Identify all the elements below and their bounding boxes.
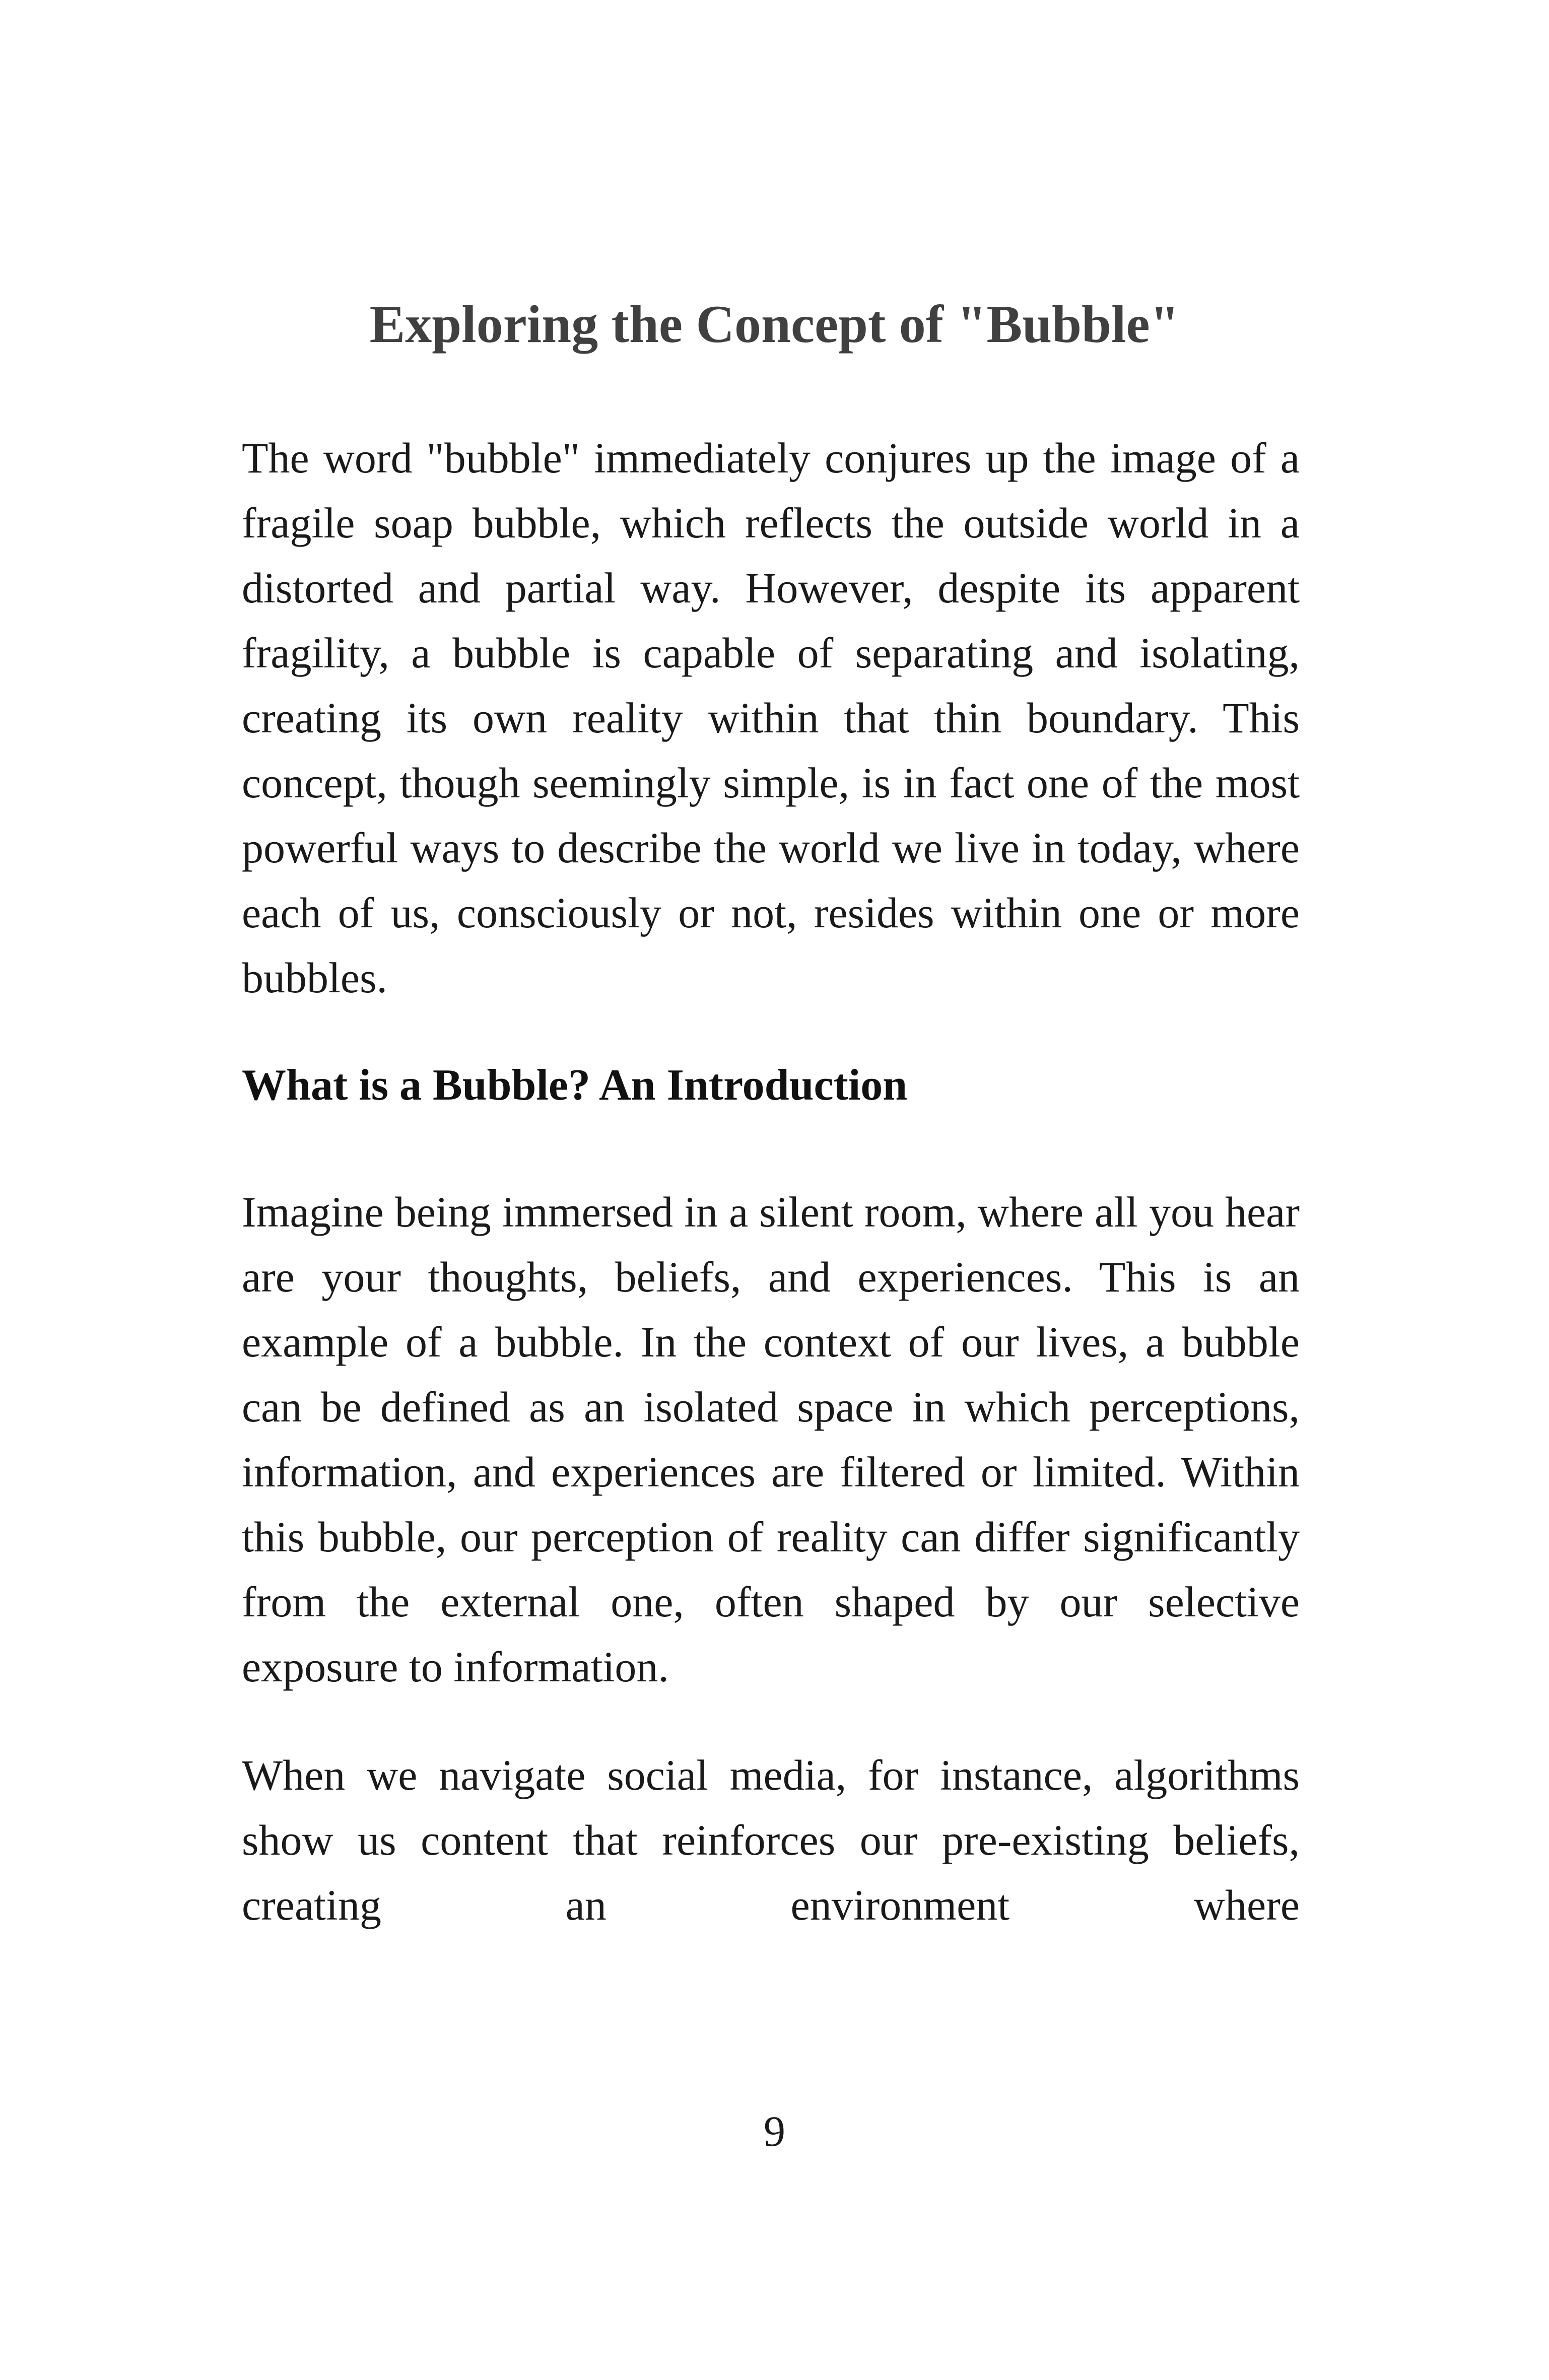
body-paragraph-1: Imagine being immersed in a silent room, where all you hear are your thoughts, beliefs, and experiences. This is an example of a bubble. In the context of our lives, a bubble can be defined as an isolated space in which perceptions, information, and experiences are filtered or limited. Within this bubble, our perception of reality can differ significantly from the external one, often shaped by our selective exposure to information. [242, 1188, 1300, 1691]
page-number: 9 [764, 2107, 785, 2155]
body-paragraph-2: When we navigate social media, for instance, algorithms show us content that reinforces our pre-existing beliefs, creating an environment where [242, 1751, 1300, 1929]
intro-paragraph: The word "bubble" immediately conjures up the image of a fragile soap bubble, which reflects the outside world in a distorted and partial way. However, despite its apparent fragility, a bubble is capable of separating and isolating, creating its own reality within that thin boundary. This concept, though seemingly simple, is in fact one of the most powerful ways to describe the world we live in today, where each of us, consciously or not, resides within one or more bubbles. [242, 434, 1300, 1002]
chapter-title: Exploring the Concept of "Bubble" [369, 295, 1180, 354]
section-heading: What is a Bubble? An Introduction [242, 1061, 908, 1110]
